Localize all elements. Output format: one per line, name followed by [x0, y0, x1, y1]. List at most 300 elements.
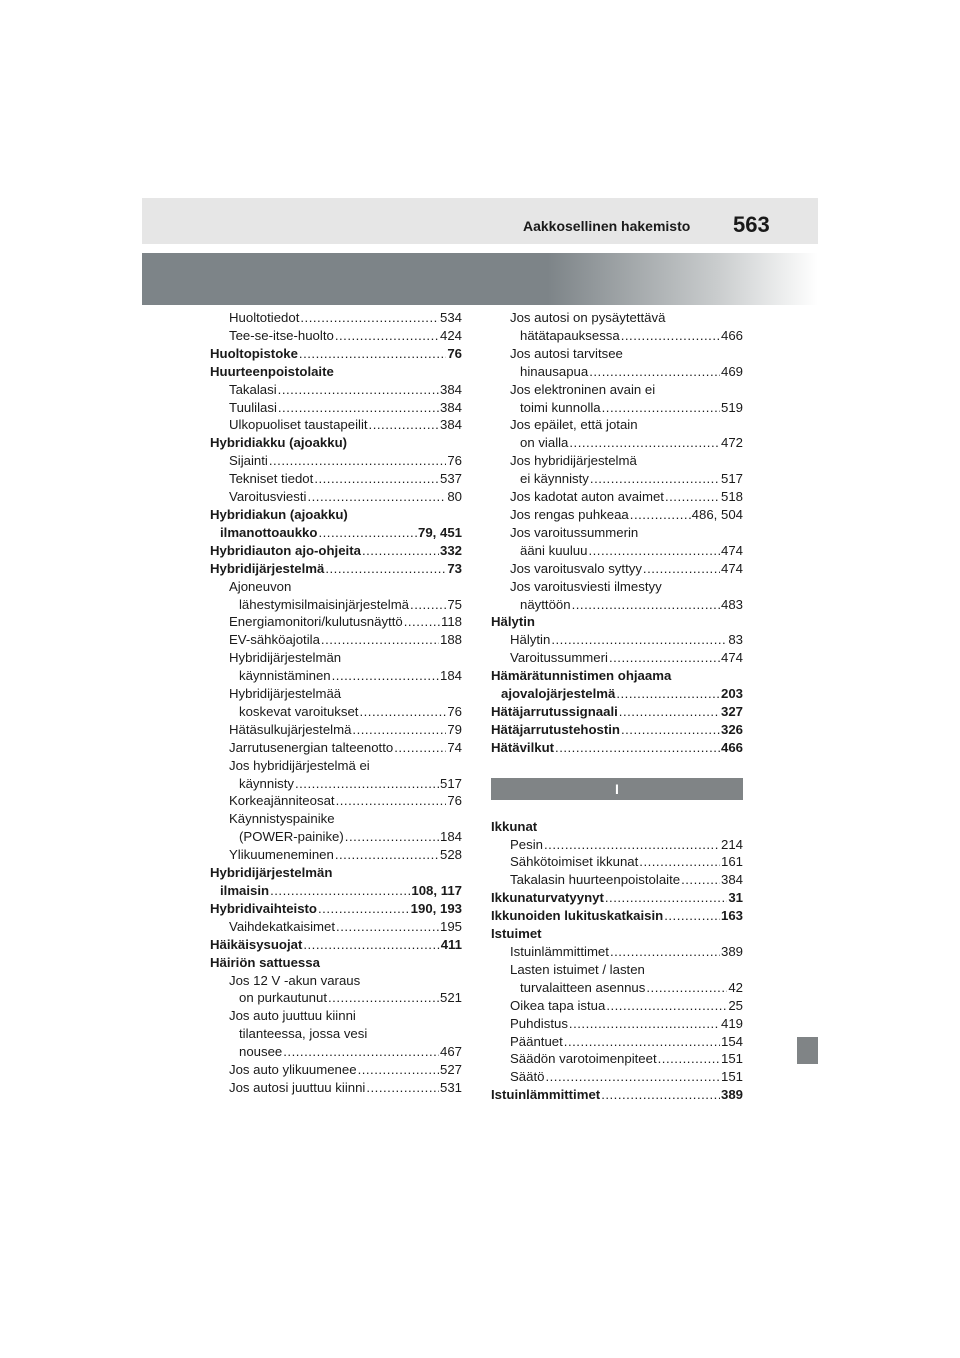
leader-dots	[336, 792, 447, 810]
index-entry	[210, 613, 462, 631]
index-entry	[491, 309, 743, 327]
index-entry	[210, 363, 462, 381]
entry-text: Jos hybridijärjestelmä ei	[229, 757, 370, 773]
entry-text: Tekniset tiedot	[229, 471, 314, 487]
index-entry	[491, 488, 743, 506]
entry-text: ääni kuuluu	[520, 542, 588, 558]
index-entry	[210, 399, 462, 417]
entry-text: (POWER-painike)	[239, 829, 344, 845]
entry-text: ilmanottoaukko	[220, 524, 318, 540]
entry-page[interactable]: 419	[720, 1015, 743, 1031]
entry-text: Häikäisysuojat	[210, 936, 303, 952]
entry-text: Korkeajänniteosat	[229, 793, 335, 809]
index-entry	[491, 1033, 743, 1051]
entry-page[interactable]: 466	[720, 739, 743, 755]
index-entry	[491, 685, 743, 703]
entry-page[interactable]: 517	[439, 775, 462, 791]
entry-page[interactable]: 83	[728, 632, 743, 648]
entry-text: Jos autosi juuttuu kiinni	[229, 1079, 366, 1095]
index-entry	[210, 721, 462, 739]
entry-text: Ylikuumeneminen	[229, 847, 334, 863]
entry-page[interactable]: 467	[439, 1044, 462, 1060]
index-entry	[210, 1025, 462, 1043]
index-entry	[491, 399, 743, 417]
index-entry	[210, 596, 462, 614]
entry-page[interactable]: 534	[439, 310, 462, 325]
leader-dots	[303, 936, 439, 954]
entry-text: Hybridivaihteisto	[210, 900, 317, 916]
index-entry	[210, 327, 462, 345]
entry-text: Hätäjarrutustehostin	[491, 721, 620, 737]
entry-text: Hybridiauton ajo-ohjeita	[210, 542, 361, 558]
index-entry	[210, 900, 462, 918]
entry-text: Ikkunat	[491, 818, 538, 834]
leader-dots	[278, 399, 439, 417]
entry-text: on purkautunut	[239, 990, 327, 1006]
entry-text: Jos autosi tarvitsee	[510, 345, 623, 361]
index-entry	[491, 578, 743, 596]
leader-dots	[366, 1079, 439, 1097]
index-entry	[491, 596, 743, 614]
index-entry	[210, 434, 462, 452]
entry-text: Jos rengas puhkeaa	[510, 506, 629, 522]
leader-dots	[328, 989, 439, 1007]
entry-text: Istuinlämmittimet	[491, 1087, 601, 1103]
entry-text: Oikea tapa istua	[510, 997, 606, 1013]
entry-text: koskevat varoitukset	[239, 703, 359, 719]
entry-text: Varoitusviesti	[229, 489, 307, 505]
entry-page[interactable]: 184	[439, 668, 462, 684]
index-entry	[210, 918, 462, 936]
index-entry	[210, 470, 462, 488]
leader-dots	[590, 470, 720, 488]
entry-text: Hybridijärjestelmä	[210, 560, 325, 576]
leader-dots	[369, 416, 439, 434]
entry-page[interactable]: 195	[439, 918, 462, 934]
entry-page[interactable]: 486, 504	[691, 506, 743, 522]
entry-page[interactable]: 118	[440, 614, 462, 630]
leader-dots	[605, 889, 727, 907]
leader-dots	[307, 488, 446, 506]
entry-text: näyttöön	[520, 596, 571, 612]
entry-text: Säädön varotoimenpiteet	[510, 1051, 657, 1067]
leader-dots	[588, 542, 720, 560]
entry-text: Huoltopistoke	[210, 345, 298, 361]
index-entry	[210, 345, 462, 363]
entry-text: Sijainti	[229, 453, 268, 469]
index-entry	[210, 488, 462, 506]
leader-dots	[404, 613, 440, 631]
entry-page[interactable]: 389	[720, 944, 743, 959]
entry-page[interactable]: 527	[439, 1062, 462, 1078]
leader-dots	[299, 345, 446, 363]
index-entry	[491, 524, 743, 542]
entry-page[interactable]: 154	[720, 1033, 743, 1049]
index-entry	[210, 381, 462, 399]
entry-text: Hybridijärjestelmää	[229, 686, 342, 702]
entry-text: käynnisty	[239, 775, 294, 791]
index-entry	[210, 972, 462, 990]
leader-dots	[555, 739, 720, 757]
leader-dots	[335, 327, 439, 345]
entry-page[interactable]: 25	[728, 997, 743, 1013]
entry-text: Lasten istuimet / lasten	[510, 961, 645, 977]
entry-text: Hälytin	[491, 614, 535, 630]
entry-page[interactable]: 466	[720, 327, 743, 343]
leader-dots	[601, 1086, 720, 1104]
index-list-i	[491, 818, 743, 1105]
entry-text: Jos kadotat auton avaimet	[510, 489, 664, 505]
entry-text: Hybridijärjestelmän	[210, 865, 333, 881]
entry-text: Jos varoitusvalo syttyy	[510, 560, 642, 576]
index-entry	[210, 560, 462, 578]
index-column-right	[491, 309, 743, 1104]
entry-text: on vialla	[520, 435, 569, 451]
leader-dots	[569, 434, 720, 452]
entry-text: toimi kunnolla	[520, 399, 601, 415]
entry-page[interactable]: 108, 117	[411, 883, 462, 898]
leader-dots	[609, 649, 720, 667]
leader-dots	[545, 1068, 720, 1086]
entry-text: Istuimet	[491, 926, 542, 942]
entry-text: Huoltotiedot	[229, 310, 300, 325]
index-entry	[491, 703, 743, 721]
index-entry	[210, 882, 462, 900]
entry-text: Jos varoitusviesti ilmestyy	[510, 578, 662, 594]
entry-text: Takalasin huurteenpoistolaite	[510, 872, 681, 888]
leader-dots	[564, 1033, 720, 1051]
entry-text: Puhdistus	[510, 1015, 568, 1031]
entry-text: Sähkötoimiset ikkunat	[510, 854, 639, 870]
entry-page[interactable]: 483	[720, 596, 743, 612]
leader-dots	[359, 703, 446, 721]
entry-page[interactable]: 531	[439, 1079, 462, 1095]
index-entry	[491, 613, 743, 631]
entry-text: Takalasi	[229, 381, 277, 397]
entry-text: Varoitussummeri	[510, 650, 608, 666]
leader-dots	[318, 900, 410, 918]
chapter-tab	[797, 1037, 818, 1064]
entry-text: nousee	[239, 1044, 283, 1060]
entry-page[interactable]: 519	[720, 399, 743, 415]
index-entry	[491, 1050, 743, 1068]
leader-dots	[619, 703, 720, 721]
leader-dots	[269, 452, 446, 470]
index-entry	[210, 828, 462, 846]
entry-text: lähestymisilmaisinjärjestelmä	[239, 596, 410, 612]
leader-dots	[602, 399, 720, 417]
index-entry	[491, 1086, 743, 1104]
entry-text: käynnistäminen	[239, 668, 331, 684]
index-entry	[491, 506, 743, 524]
entry-text: turvalaitteen asennus	[520, 979, 646, 995]
leader-dots	[314, 470, 439, 488]
entry-text: Hätäsulkujärjestelmä	[229, 721, 352, 737]
entry-page[interactable]: 384	[720, 872, 743, 888]
leader-dots	[325, 560, 446, 578]
entry-text: Tuulilasi	[229, 399, 277, 415]
index-entry	[210, 936, 462, 954]
index-entry	[491, 560, 743, 578]
index-entry	[491, 327, 743, 345]
leader-dots	[295, 775, 439, 793]
entry-page[interactable]: 537	[439, 471, 462, 487]
index-entry	[491, 907, 743, 925]
index-entry	[210, 524, 462, 542]
entry-text: Hämärätunnistimen ohjaama	[491, 668, 672, 684]
entry-page[interactable]: 326	[720, 721, 743, 737]
leader-dots	[394, 739, 446, 757]
entry-page[interactable]: 188	[439, 632, 462, 648]
index-entry	[491, 853, 743, 871]
entry-page[interactable]: 424	[439, 327, 462, 343]
leader-dots	[639, 853, 720, 871]
index-entry	[210, 954, 462, 972]
page-number: 563	[733, 212, 770, 237]
leader-dots	[589, 363, 720, 381]
index-entry	[210, 309, 462, 327]
entry-text: Häiriön sattuessa	[210, 954, 320, 970]
entry-text: Jos hybridijärjestelmä	[510, 453, 637, 469]
entry-text: Hälytin	[510, 632, 551, 648]
index-entry	[210, 416, 462, 434]
entry-page[interactable]: 73	[447, 560, 462, 576]
index-entry	[210, 578, 462, 596]
entry-page[interactable]: 151	[720, 1051, 743, 1067]
entry-page[interactable]: 76	[447, 703, 462, 719]
entry-text: Energiamonitori/kulutusnäyttö	[229, 614, 403, 630]
index-entry	[491, 889, 743, 907]
entry-page[interactable]: 214	[720, 836, 743, 852]
page-title: Aakkosellinen hakemisto	[523, 218, 691, 234]
leader-dots	[665, 488, 720, 506]
entry-page[interactable]: 469	[720, 363, 743, 379]
index-entry	[491, 345, 743, 363]
index-entry	[491, 667, 743, 685]
index-entry	[210, 452, 462, 470]
entry-page[interactable]: 384	[439, 381, 462, 397]
entry-text: Jos autosi on pysäytettävä	[510, 310, 666, 325]
entry-text: EV-sähköajotila	[229, 632, 320, 648]
leader-dots	[358, 1061, 439, 1079]
leader-dots	[278, 381, 439, 399]
entry-page[interactable]: 31	[728, 890, 743, 906]
index-entry	[491, 649, 743, 667]
entry-page[interactable]: 203	[720, 686, 743, 702]
leader-dots	[352, 721, 446, 739]
entry-text: Pääntuet	[510, 1033, 563, 1049]
entry-page[interactable]: 528	[439, 847, 462, 863]
entry-page[interactable]: 76	[447, 453, 462, 469]
section-header-i: I	[491, 778, 743, 800]
entry-page[interactable]: 163	[720, 908, 743, 924]
entry-text: hinausapua	[520, 363, 589, 379]
index-entry	[491, 631, 743, 649]
index-entry	[491, 925, 743, 943]
entry-page[interactable]: 474	[720, 650, 743, 666]
leader-dots	[630, 506, 691, 524]
entry-text: Jos epäilet, että jotain	[510, 417, 638, 433]
index-entry	[210, 649, 462, 667]
index-entry	[210, 989, 462, 1007]
leader-dots	[300, 309, 439, 327]
entry-text: Ikkunaturvatyynyt	[491, 890, 604, 906]
entry-page[interactable]: 190, 193	[410, 900, 462, 916]
entry-text: Tee-se-itse-huolto	[229, 327, 334, 343]
index-entry	[491, 818, 743, 836]
index-entry	[491, 979, 743, 997]
index-entry	[210, 739, 462, 757]
index-entry	[491, 1068, 743, 1086]
leader-dots	[283, 1043, 439, 1061]
entry-page[interactable]: 74	[447, 739, 462, 755]
index-list-h-continued	[491, 309, 743, 757]
index-entry	[491, 542, 743, 560]
entry-page[interactable]: 161	[720, 854, 743, 870]
index-entry	[491, 739, 743, 757]
leader-dots	[569, 1015, 720, 1033]
index-entry	[210, 1079, 462, 1097]
index-entry	[210, 1061, 462, 1079]
index-entry	[210, 810, 462, 828]
header-bar	[142, 198, 818, 244]
entry-page[interactable]: 384	[439, 417, 462, 433]
entry-page[interactable]: 79, 451	[418, 524, 462, 540]
index-column-left	[210, 309, 462, 1097]
index-entry	[210, 846, 462, 864]
entry-text: Jarrutusenergian talteenotto	[229, 739, 394, 755]
entry-page[interactable]: 42	[728, 979, 743, 995]
index-entry	[210, 703, 462, 721]
entry-page[interactable]: 75	[447, 596, 462, 612]
leader-dots	[270, 882, 410, 900]
entry-page[interactable]: 517	[720, 471, 743, 487]
entry-text: Ajoneuvon	[229, 578, 292, 594]
entry-text: Pesin	[510, 836, 543, 852]
index-entry	[491, 943, 743, 961]
index-entry	[210, 792, 462, 810]
index-entry	[210, 685, 462, 703]
index-entry	[210, 506, 462, 524]
leader-dots	[544, 836, 720, 854]
entry-text: Istuinlämmittimet	[510, 944, 609, 959]
leader-dots	[332, 667, 439, 685]
leader-dots	[621, 721, 720, 739]
entry-text: Säätö	[510, 1069, 545, 1085]
index-entry	[491, 434, 743, 452]
leader-dots	[318, 524, 417, 542]
entry-text: Hätäjarrutussignaali	[491, 703, 618, 719]
entry-text: tilanteessa, jossa vesi	[239, 1026, 368, 1042]
index-entry	[491, 961, 743, 979]
entry-text: Hybridijärjestelmän	[229, 650, 342, 666]
entry-page[interactable]: 411	[440, 936, 462, 952]
leader-dots	[621, 327, 720, 345]
leader-dots	[345, 828, 439, 846]
index-entry	[491, 381, 743, 399]
entry-text: Huurteenpoistolaite	[210, 363, 334, 379]
entry-text: Vaihdekatkaisimet	[229, 918, 336, 934]
index-entry	[491, 1015, 743, 1033]
index-entry	[210, 757, 462, 775]
index-entry	[491, 997, 743, 1015]
index-entry	[210, 1007, 462, 1025]
entry-page[interactable]: 76	[447, 345, 462, 361]
entry-text: Ulkopuoliset taustapeilit	[229, 417, 368, 433]
entry-text: hätätapauksessa	[520, 327, 620, 343]
index-entry	[210, 775, 462, 793]
leader-dots	[643, 560, 720, 578]
entry-page[interactable]: 521	[439, 990, 462, 1006]
index-entry	[210, 631, 462, 649]
header-gradient-band	[142, 253, 818, 305]
entry-page[interactable]: 80	[447, 489, 462, 505]
entry-text: Jos elektroninen avain ei	[510, 381, 656, 397]
entry-page[interactable]: 76	[447, 793, 462, 809]
entry-text: ei käynnisty	[520, 471, 589, 487]
leader-dots	[616, 685, 720, 703]
entry-page[interactable]: 474	[720, 560, 743, 576]
leader-dots	[606, 997, 727, 1015]
entry-text: Jos auto juuttuu kiinni	[229, 1008, 356, 1024]
index-entry	[491, 871, 743, 889]
entry-page[interactable]: 474	[720, 542, 743, 558]
entry-text: Hätävilkut	[491, 739, 555, 755]
leader-dots	[410, 596, 446, 614]
entry-text: Ikkunoiden lukituskatkaisin	[491, 908, 664, 924]
index-entry	[210, 542, 462, 560]
entry-text: ajovalojärjestelmä	[501, 686, 616, 702]
entry-page[interactable]: 151	[720, 1069, 743, 1085]
entry-page[interactable]: 384	[439, 399, 462, 415]
leader-dots	[658, 1050, 720, 1068]
leader-dots	[335, 846, 439, 864]
leader-dots	[681, 871, 720, 889]
index-entry	[491, 416, 743, 434]
entry-text: Jos auto ylikuumenee	[229, 1062, 357, 1078]
entry-page[interactable]: 389	[720, 1087, 743, 1103]
leader-dots	[572, 596, 720, 614]
leader-dots	[646, 979, 727, 997]
entry-text: Hybridiakku (ajoakku)	[210, 435, 348, 451]
index-entry	[491, 363, 743, 381]
entry-text: Jos varoitussummerin	[510, 524, 639, 540]
entry-page[interactable]: 518	[720, 489, 743, 505]
index-entry	[491, 721, 743, 739]
index-entry	[210, 667, 462, 685]
index-entry	[491, 836, 743, 854]
index-entry	[491, 452, 743, 470]
index-entry	[210, 1043, 462, 1061]
entry-text: Hybridiakun (ajoakku)	[210, 506, 348, 522]
index-entry	[491, 470, 743, 488]
entry-page[interactable]: 327	[720, 703, 743, 719]
leader-dots	[321, 631, 439, 649]
leader-dots	[336, 918, 439, 936]
entry-page[interactable]: 332	[439, 542, 462, 558]
leader-dots	[610, 943, 720, 961]
entry-text: Jos 12 V -akun varaus	[229, 972, 361, 988]
leader-dots	[362, 542, 439, 560]
entry-page[interactable]: 79	[447, 721, 462, 737]
entry-text: ilmaisin	[220, 883, 270, 898]
leader-dots	[664, 907, 720, 925]
index-entry	[210, 864, 462, 882]
leader-dots	[551, 631, 727, 649]
entry-text: Käynnistyspainike	[229, 811, 335, 827]
entry-page[interactable]: 472	[720, 435, 743, 451]
entry-page[interactable]: 184	[439, 829, 462, 845]
